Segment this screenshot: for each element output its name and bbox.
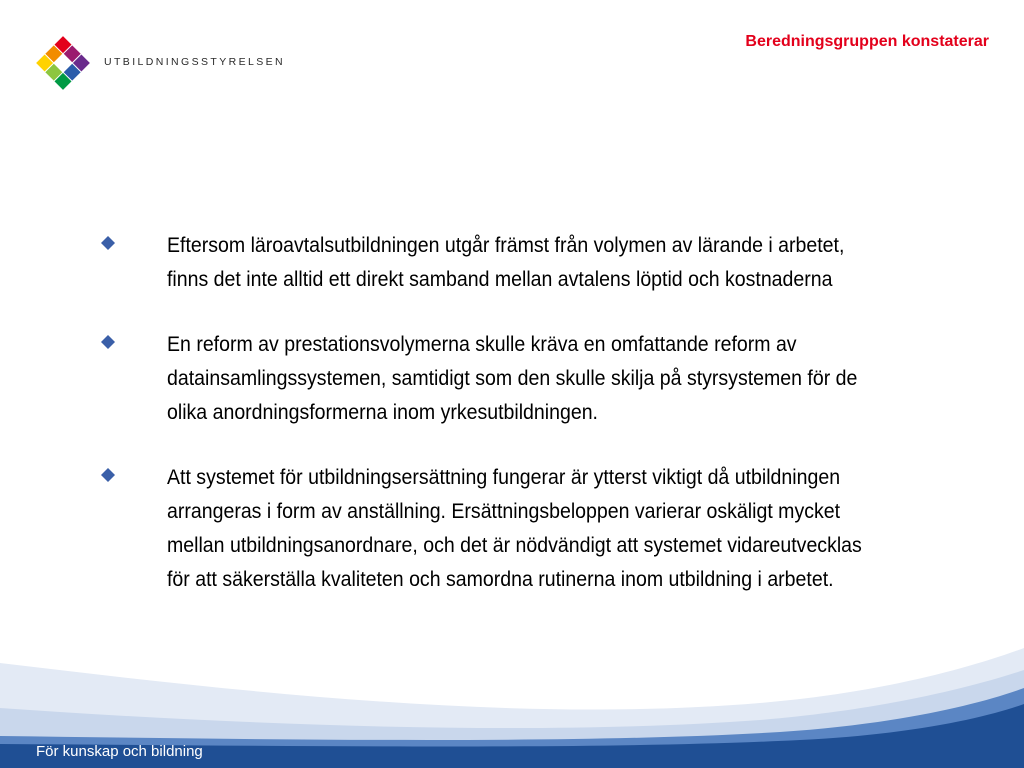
page-title: Beredningsgruppen konstaterar (745, 33, 989, 50)
logo-wordmark: UTBILDNINGSSTYRELSEN (104, 56, 286, 68)
bullet-text: En reform av prestationsvolymerna skulle kräva en omfattande reform av datainsamlingssystemen, samtidigt som den skulle skilja på styrsystemen för de olika anordningsformerna inom yrkesutbildningen. (167, 333, 858, 424)
bullet-list (96, 229, 956, 628)
diamond-bullet-icon (101, 468, 115, 482)
diamond-bullet-icon (101, 236, 115, 250)
diamond-bullet-icon (101, 335, 115, 349)
footer-slogan: För kunskap och bildning (36, 743, 203, 760)
logo-diamond-icon (34, 34, 92, 92)
list-item (96, 328, 956, 430)
logo (34, 34, 284, 94)
list-item (96, 229, 956, 297)
list-item (96, 461, 956, 597)
bullet-text: Eftersom läroavtalsutbildningen utgår främst från volymen av lärande i arbetet, finns det inte alltid ett direkt samband mellan avtalens löptid och kostnaderna (167, 234, 845, 291)
bullet-text: Att systemet för utbildningsersättning fungerar är ytterst viktigt då utbildningen arrangeras i form av anställning. Ersättningsbeloppen varierar oskäligt mycket mellan utbildningsanordnare, och det är nödvändigt att systemet vidareutvecklas för att säkerställa kvaliteten och samordna rutinerna inom utbildning i arbetet. (167, 466, 862, 591)
